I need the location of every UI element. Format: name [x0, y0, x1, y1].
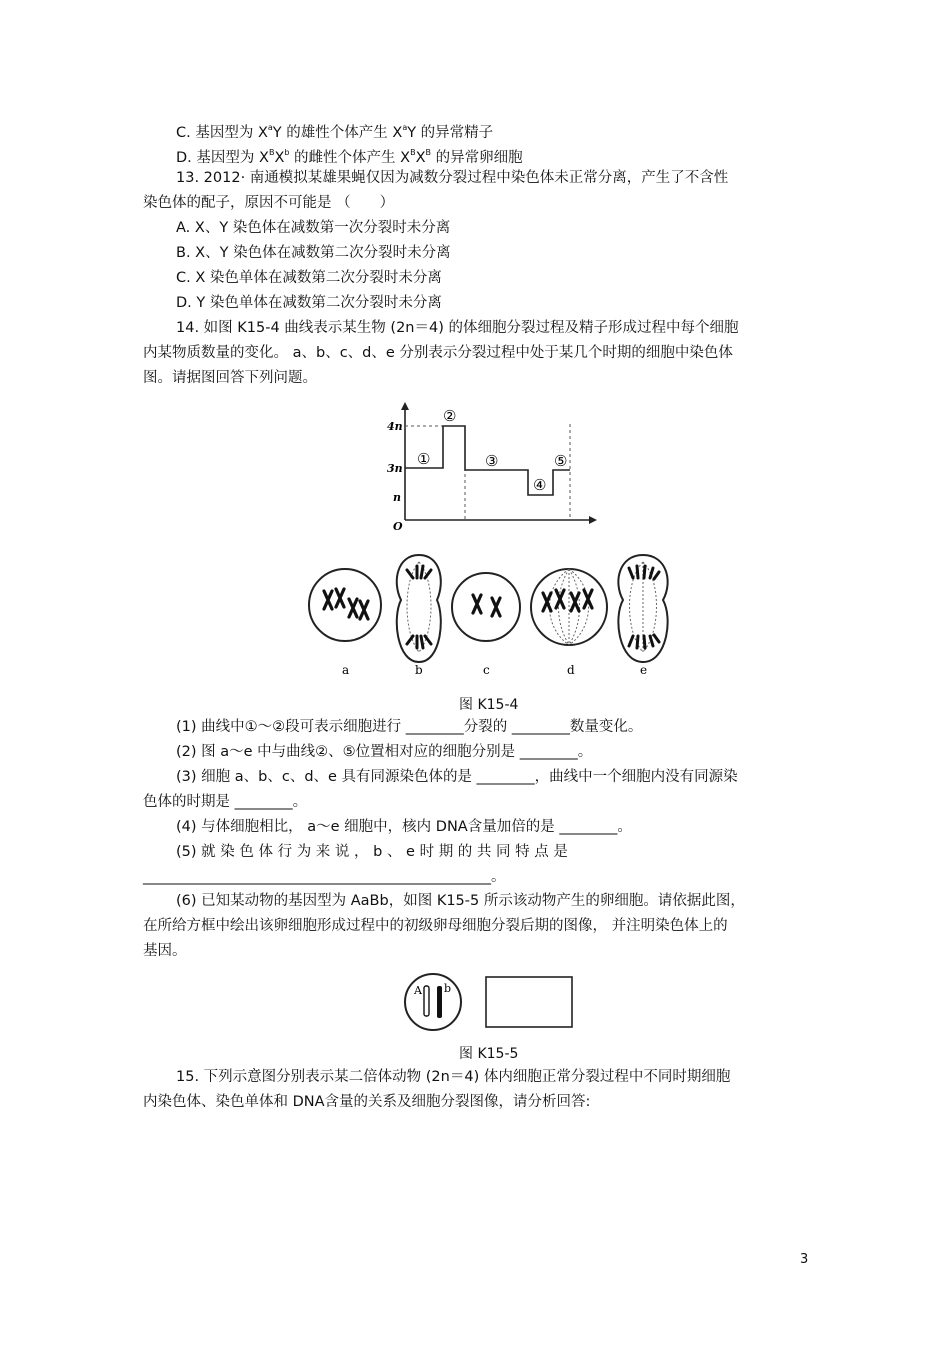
superscript: B: [268, 148, 275, 157]
superscript: a: [402, 123, 408, 132]
origin-label: O: [393, 520, 403, 533]
cell-division-diagrams: [307, 552, 677, 677]
q12-d-text: 的雌性个体产生 X: [289, 150, 411, 166]
segment-label-4: ④: [533, 476, 547, 494]
q12-d-text: X: [274, 150, 285, 166]
q14-sub4: (4) 与体细胞相比， a～e 细胞中，核内 DNA含量加倍的是 ________。: [176, 819, 632, 835]
q13-option-a: A. X、Y 染色体在减数第一次分裂时未分离: [176, 220, 451, 236]
q12-option-c: [176, 118, 493, 143]
egg-cell-figure: [402, 972, 582, 1034]
q13-stem-line1: 13. 2012· 南通模拟某雄果蝇仅因为减数分裂过程中染色体未正常分离，产生了不含性: [176, 170, 729, 186]
gene-label-b: b: [444, 982, 452, 995]
cell-label-b: b: [415, 663, 423, 677]
q14-sub1: (1) 曲线中①～②段可表示细胞进行 ________分裂的 ________数量变化。: [176, 719, 643, 735]
q14-sub3-line2: 色体的时期是 ________。: [143, 794, 308, 810]
q14-sub5-line1: (5) 就 染 色 体 行 为 来 说 ， b 、 e 时 期 的 共 同 特 点 是: [176, 844, 568, 860]
figure-caption-k15-4: 图 K15-4: [459, 697, 519, 713]
q14-stem-line3: 图。请据图回答下列问题。: [143, 370, 317, 386]
cell-a: [309, 569, 381, 641]
step-curve-graph: [365, 400, 605, 535]
y-tick-n: n: [393, 491, 401, 504]
segment-label-2: ②: [443, 407, 457, 425]
q13-option-c: C. X 染色单体在减数第二次分裂时未分离: [176, 270, 442, 286]
q12-c-text: Y 的异常精子: [407, 125, 494, 141]
q12-option-d: [176, 143, 523, 168]
q13-option-d: D. Y 染色单体在减数第二次分裂时未分离: [176, 295, 442, 311]
q14-sub3-line1: (3) 细胞 a、b、c、d、e 具有同源染色体的是 ________，曲线中一个细胞内没有同源染: [176, 769, 738, 785]
q14-stem-line2: 内某物质数量的变化。 a、b、c、d、e 分别表示分裂过程中处于某几个时期的细胞中染色体: [143, 345, 733, 361]
q12-d-text: D. 基因型为 X: [176, 150, 269, 166]
cell-b: [397, 555, 441, 662]
q15-stem-line1: 15. 下列示意图分别表示某二倍体动物 (2n＝4) 体内细胞正常分裂过程中不同时期细胞: [176, 1069, 731, 1085]
page-number: 3: [800, 1252, 809, 1267]
superscript: a: [267, 123, 273, 132]
q12-d-text: X: [415, 150, 426, 166]
q12-c-text: C. 基因型为 X: [176, 125, 268, 141]
superscript: B: [410, 148, 416, 157]
q14-sub6-line2: 在所给方框中绘出该卵细胞形成过程中的初级卵母细胞分裂后期的图像， 并注明染色体上的: [143, 918, 728, 934]
q14-sub6-line3: 基因。: [143, 943, 187, 959]
gene-label-a: A: [414, 984, 422, 997]
cell-d: [531, 569, 607, 645]
q14-stem-line1: 14. 如图 K15-4 曲线表示某生物 (2n＝4) 的体细胞分裂过程及精子形成过程中每个细胞: [176, 320, 739, 336]
cell-e: [618, 555, 667, 662]
figure-caption-k15-5: 图 K15-5: [459, 1046, 519, 1062]
segment-label-5: ⑤: [554, 452, 568, 470]
superscript: B: [425, 148, 432, 157]
cell-label-a: a: [342, 663, 350, 677]
cell-label-d: d: [567, 663, 575, 677]
q13-option-b: B. X、Y 染色体在减数第二次分裂时未分离: [176, 245, 451, 261]
y-tick-4n: 4n: [387, 420, 403, 433]
q14-sub5-line2: ________________________________________________。: [143, 869, 506, 885]
cell-label-e: e: [640, 663, 648, 677]
cell-label-c: c: [483, 663, 490, 677]
segment-label-3: ③: [485, 452, 499, 470]
answer-drawing-box: [486, 977, 572, 1027]
q14-sub6-line1: (6) 已知某动物的基因型为 AaBb，如图 K15-5 所示该动物产生的卵细胞。请依据此图，: [176, 893, 745, 909]
q13-stem-line2: 染色体的配子，原因不可能是 （ ）: [143, 195, 395, 211]
q12-d-text: 的异常卵细胞: [431, 150, 523, 166]
q15-stem-line2: 内染色体、染色单体和 DNA含量的关系及细胞分裂图像，请分析回答:: [143, 1094, 591, 1110]
segment-label-1: ①: [417, 450, 431, 468]
superscript: b: [284, 148, 290, 157]
q14-sub2: (2) 图 a～e 中与曲线②、⑤位置相对应的细胞分别是 ________。: [176, 744, 593, 760]
q12-c-text: Y 的雄性个体产生 X: [272, 125, 403, 141]
y-tick-3n: 3n: [387, 462, 403, 475]
cell-c: [452, 573, 520, 641]
